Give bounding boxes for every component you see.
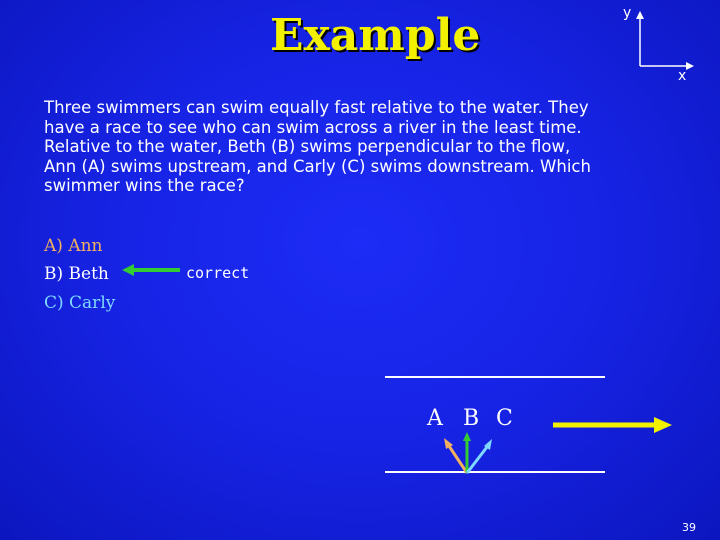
axes-icon: [620, 6, 700, 86]
river-diagram: [380, 368, 680, 478]
y-axis-label: y: [623, 5, 632, 21]
correct-label: correct: [186, 264, 250, 282]
x-axis-label: x: [678, 68, 687, 84]
option-b: B) Beth: [44, 264, 109, 284]
option-a: A) Ann: [44, 236, 103, 256]
swimmer-c-label: C: [496, 406, 513, 431]
option-c: C) Carly: [44, 293, 116, 313]
swimmer-c-arrow-icon: [467, 439, 492, 473]
slide-number: 39: [682, 521, 696, 534]
swimmer-a-label: A: [427, 406, 443, 431]
slide-title: Example: [270, 10, 481, 61]
swimmer-b-label: B: [463, 406, 480, 431]
river-current-arrow-icon: [553, 417, 672, 433]
swimmer-a-arrow-icon: [444, 438, 467, 473]
left-arrow-icon: [120, 262, 190, 278]
question-text: Three swimmers can swim equally fast relative to the water. They have a race to see who can swim across a river in the least time. Relative to the water, Beth (B) swims perpendicular to the flow, Ann (A) swims upstream, and Carly (C) swims downstream. Which swimmer wins the race?: [44, 98, 591, 195]
